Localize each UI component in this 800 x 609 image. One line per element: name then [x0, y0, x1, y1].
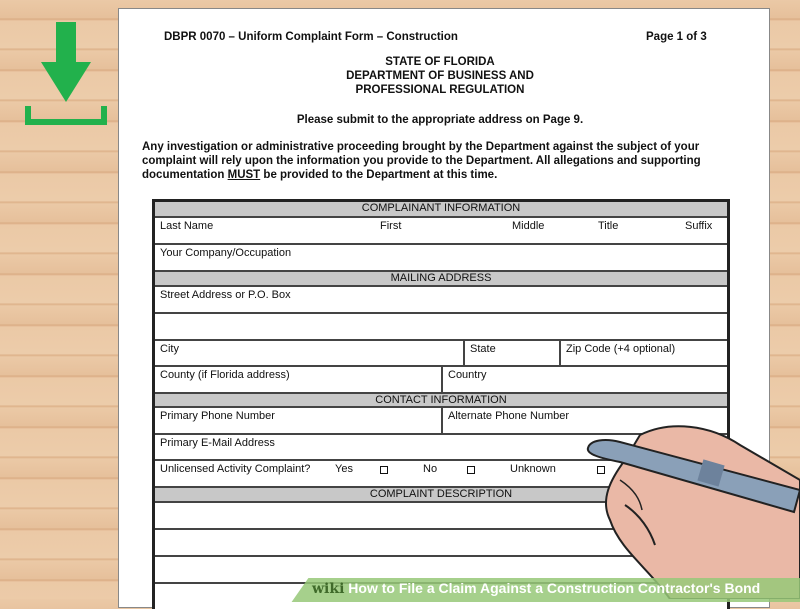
city-row[interactable] — [155, 341, 727, 367]
contact-header: CONTACT INFORMATION — [155, 394, 727, 408]
no-label: No — [423, 463, 438, 475]
unlicensed-label: Unlicensed Activity Complaint? — [160, 463, 311, 475]
hand-holding-pen-illustration — [580, 420, 800, 599]
city-label: City — [160, 343, 179, 355]
state-label: State — [470, 343, 496, 355]
banner-title: wiki How to File a Claim Against a Construction Contractor's Bond — [312, 580, 761, 597]
intro-line-3: documentation MUST be provided to the Department at this time. — [142, 169, 498, 181]
street-label: Street Address or P.O. Box — [160, 289, 291, 301]
county-label: County (if Florida address) — [160, 369, 290, 381]
middle-label: Middle — [512, 220, 545, 232]
agency-line-1: STATE OF FLORIDA — [385, 56, 495, 68]
complainant-header: COMPLAINANT INFORMATION — [155, 202, 727, 218]
name-row[interactable] — [155, 218, 727, 245]
company-row[interactable] — [155, 245, 727, 272]
intro-line-1: Any investigation or administrative proceeding brought by the Department against the subject of your — [142, 141, 700, 153]
last-name-label: Last Name — [160, 220, 214, 232]
no-checkbox[interactable] — [467, 466, 475, 474]
company-label: Your Company/Occupation — [160, 247, 292, 259]
country-label: Country — [448, 369, 487, 381]
page-number: Page 1 of 3 — [646, 31, 707, 43]
yes-label: Yes — [335, 463, 353, 475]
street-row-2[interactable] — [155, 314, 727, 341]
county-row[interactable] — [155, 367, 727, 394]
divider — [441, 367, 443, 392]
submit-note: Please submit to the appropriate address on Page 9. — [296, 114, 584, 126]
alt-phone-label: Alternate Phone Number — [448, 410, 570, 422]
suffix-label: Suffix — [685, 220, 713, 232]
mailing-header: MAILING ADDRESS — [155, 272, 727, 287]
form-id: DBPR 0070 – Uniform Complaint Form – Construction — [164, 31, 458, 43]
email-label: Primary E-Mail Address — [160, 437, 275, 449]
title-label: Title — [598, 220, 619, 232]
phone-label: Primary Phone Number — [160, 410, 275, 422]
description-header: COMPLAINT DESCRIPTION — [155, 488, 727, 503]
agency-line-2: DEPARTMENT OF BUSINESS AND — [346, 70, 534, 82]
intro-line-2: complaint will rely upon the information you provide to the Department. All allegations and supporting — [142, 155, 701, 167]
first-label: First — [380, 220, 402, 232]
divider — [441, 408, 443, 433]
agency-line-3: PROFESSIONAL REGULATION — [355, 84, 525, 96]
unknown-label: Unknown — [510, 463, 556, 475]
yes-checkbox[interactable] — [380, 466, 388, 474]
download-icon — [25, 22, 107, 128]
divider — [559, 341, 561, 365]
street-row[interactable] — [155, 287, 727, 314]
zip-label: Zip Code (+4 optional) — [566, 343, 676, 355]
divider — [463, 341, 465, 365]
